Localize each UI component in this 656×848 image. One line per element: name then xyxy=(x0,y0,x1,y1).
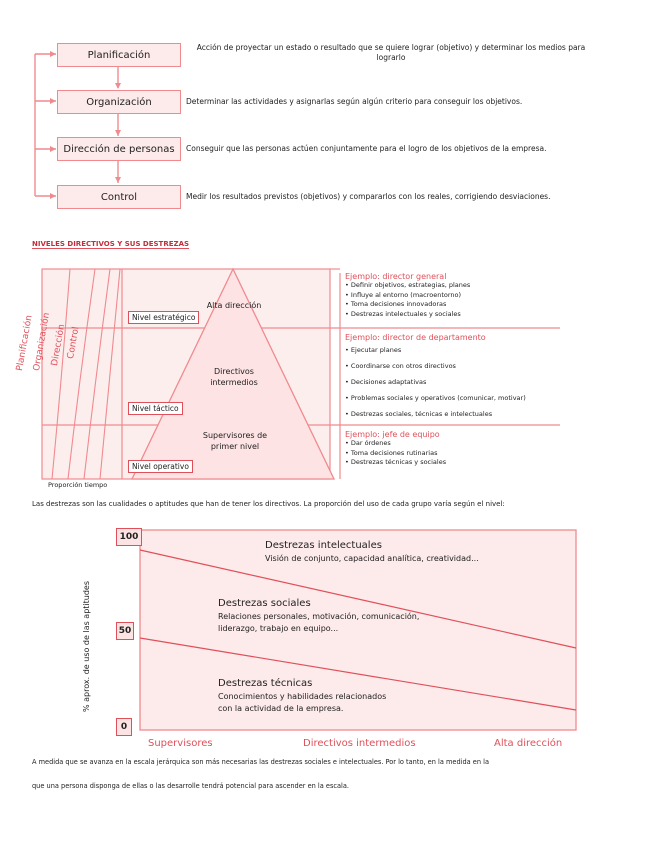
region-tecnicas xyxy=(218,678,386,713)
list-item: • Ejecutar planes xyxy=(345,342,526,358)
list-item: • Destrezas sociales, técnicas e intelectuales xyxy=(345,406,526,422)
conclusion-line2: que una persona disponga de ellas o las desarrolle tendrá potencial para ascender en la escala. xyxy=(32,782,350,790)
skills-intro: Las destrezas son las cualidades o aptitudes que han de tener los directivos. La proporción del uso de cada grupo varía según el nivel: xyxy=(32,500,505,508)
list-item: • Problemas sociales y operativos (comunicar, motivar) xyxy=(345,390,526,406)
flow-desc-planificacion: Acción de proyectar un estado o resultado que se quiere lograr (objetivo) y determinar los medios para lograrlo xyxy=(196,43,586,62)
region-title: Destrezas intelectuales xyxy=(265,540,382,551)
example-list xyxy=(345,439,446,468)
rotated-label-planificacion: Planificación xyxy=(15,314,35,372)
example-jefe-equipo xyxy=(345,430,446,468)
example-list xyxy=(345,342,526,422)
pyramid-top-label: Alta dirección xyxy=(206,301,262,310)
flow-step-label: Dirección de personas xyxy=(63,143,175,155)
flow-step-control xyxy=(57,185,181,209)
example-title: Ejemplo: director general xyxy=(345,272,447,281)
flow-desc-direccion: Conseguir que las personas actúen conjuntamente para el logro de los objetivos de la empresa. xyxy=(186,144,547,153)
rotated-label-direccion: Dirección xyxy=(50,323,68,367)
xlabel-supervisores: Supervisores xyxy=(148,738,213,749)
list-item: • Destrezas técnicas y sociales xyxy=(345,458,446,468)
flow-step-label: Control xyxy=(100,191,138,203)
list-item: • Influye al entorno (macroentorno) xyxy=(345,291,470,301)
list-item: • Coordinarse con otros directivos xyxy=(345,358,526,374)
region-line: Conocimientos y habilidades relacionados xyxy=(218,692,387,701)
flow-step-label: Organización xyxy=(86,96,152,108)
example-director-departamento xyxy=(345,333,526,422)
region-title: Destrezas sociales xyxy=(218,598,311,609)
tag-nivel-operativo: Nivel operativo xyxy=(128,460,193,473)
flow-desc-control: Medir los resultados previstos (objetivos) y compararlos con los reales, corrigiendo desviaciones. xyxy=(186,192,551,201)
example-title: Ejemplo: director de departamento xyxy=(345,333,486,342)
flow-step-direccion xyxy=(57,137,181,161)
xlabel-directivos: Directivos intermedios xyxy=(303,738,416,749)
region-intelectuales xyxy=(265,540,479,563)
list-item: • Destrezas intelectuales y sociales xyxy=(345,310,470,320)
list-item: • Dar órdenes xyxy=(345,439,446,449)
xlabel-alta-direccion: Alta dirección xyxy=(494,738,563,749)
conclusion-line1: A medida que se avanza en la escala jerárquica son más necesarias las destrezas sociales e intelectuales. Por lo tanto, en la medida en la xyxy=(32,758,489,766)
tag-nivel-estrategico: Nivel estratégico xyxy=(128,311,199,324)
axis-caption: Proporción tiempo xyxy=(48,481,108,489)
rotated-label-organizacion: Organización xyxy=(32,311,53,372)
list-item: • Toma decisiones innovadoras xyxy=(345,300,470,310)
region-title: Destrezas técnicas xyxy=(218,678,313,689)
list-item: • Toma decisiones rutinarias xyxy=(345,449,446,459)
region-line: Visión de conjunto, capacidad analítica, creatividad... xyxy=(265,554,479,563)
tick-0: 0 xyxy=(116,718,132,736)
region-line: liderazgo, trabajo en equipo... xyxy=(218,624,339,633)
rotated-label-control: Control xyxy=(66,325,82,360)
flow-desc-organizacion: Determinar las actividades y asignarlas según algún criterio para conseguir los objetivos. xyxy=(186,97,523,106)
example-list xyxy=(345,281,470,319)
flow-step-label: Planificación xyxy=(87,49,151,61)
region-sociales xyxy=(218,598,419,633)
example-title: Ejemplo: jefe de equipo xyxy=(345,430,440,439)
chart-ylabel: % aprox. de uso de las aptitudes xyxy=(82,580,91,712)
list-item: • Decisiones adaptativas xyxy=(345,374,526,390)
pyramid-bottom-label: Supervisores de primer nivel xyxy=(202,431,268,451)
example-director-general xyxy=(345,272,470,319)
flow-step-organizacion xyxy=(57,90,181,114)
pyramid-middle-label: Directivos intermedios xyxy=(210,367,258,387)
tick-50: 50 xyxy=(116,622,134,640)
section-heading: NIVELES DIRECTIVOS Y SUS DESTREZAS xyxy=(32,240,190,248)
tick-100: 100 xyxy=(116,528,142,546)
tag-nivel-tactico: Nivel táctico xyxy=(128,402,183,415)
list-item: • Definir objetivos, estrategias, planes xyxy=(345,281,470,291)
levels-diagram xyxy=(0,255,656,485)
flow-step-planificacion xyxy=(57,43,181,67)
region-line: con la actividad de la empresa. xyxy=(218,704,344,713)
region-line: Relaciones personales, motivación, comunicación, xyxy=(218,612,420,621)
